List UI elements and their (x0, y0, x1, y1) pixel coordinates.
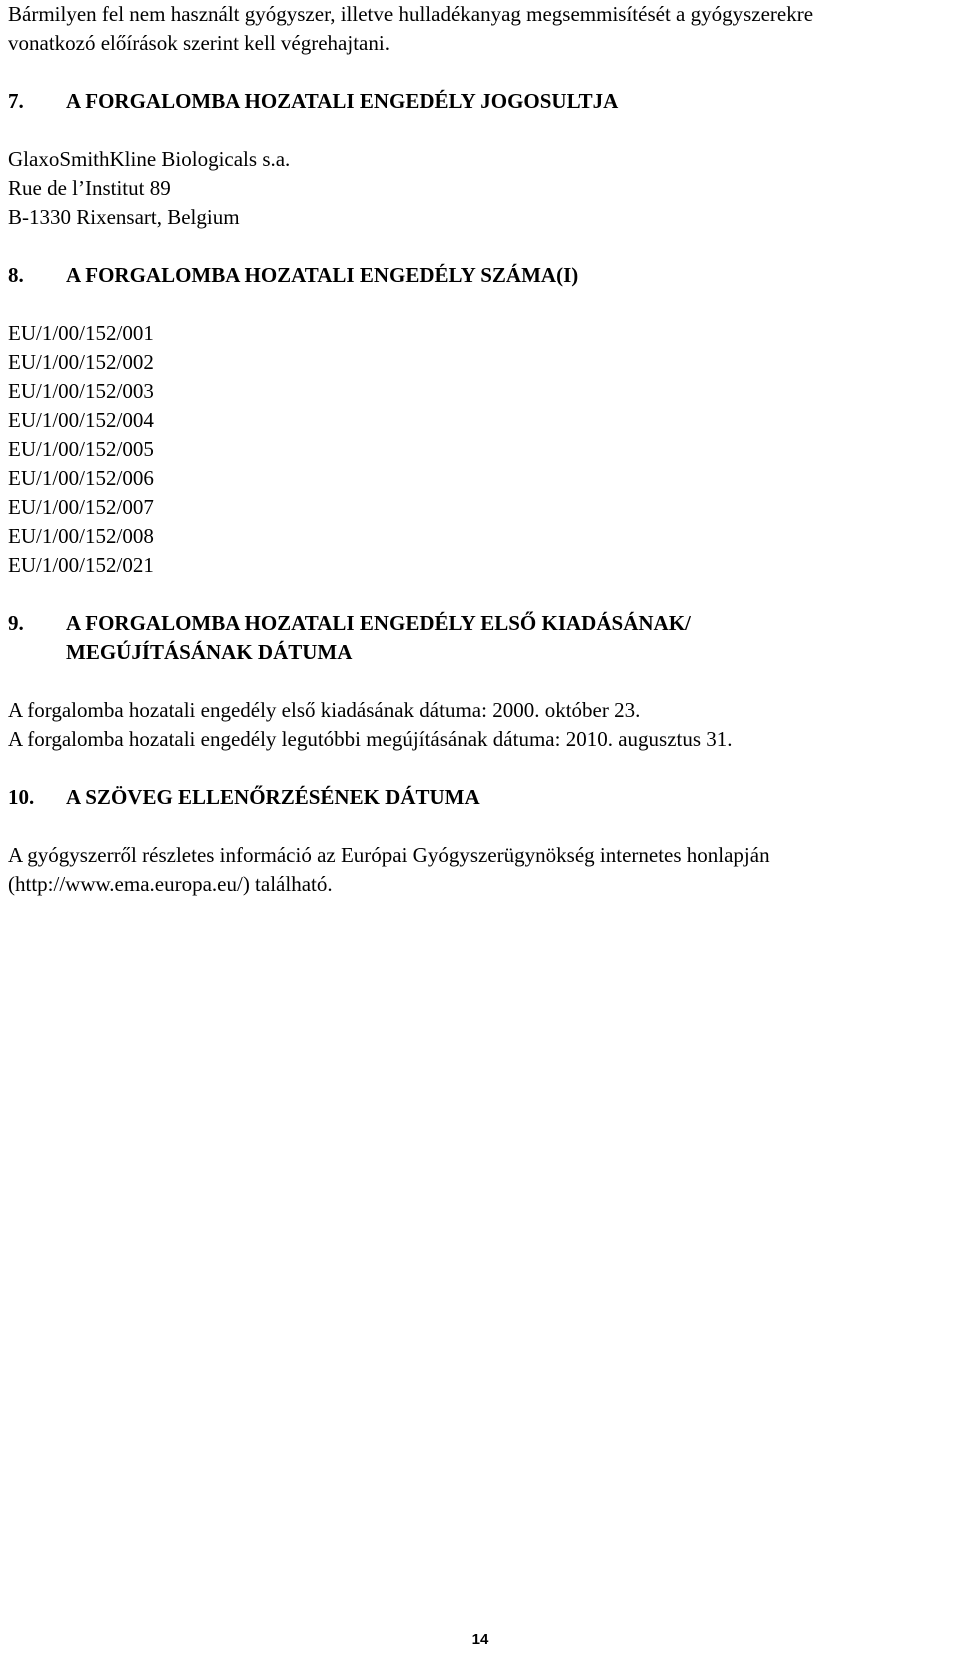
ema-info-line-2: (http://www.ema.europa.eu/) található. (8, 872, 333, 896)
authorisation-number: EU/1/00/152/002 (8, 350, 154, 374)
section-10-heading (8, 783, 943, 812)
ema-info-line-1: A gyógyszerről részletes információ az Európai Gyógyszerügynökség internetes honlapján (8, 843, 770, 867)
section-7-title: A FORGALOMBA HOZATALI ENGEDÉLY JOGOSULTJA (66, 89, 619, 113)
address-line: Rue de l’Institut 89 (8, 176, 171, 200)
holder-address (8, 145, 943, 232)
intro-line-2: vonatkozó előírások szerint kell végrehajtani. (8, 31, 390, 55)
spacer (8, 232, 943, 261)
intro-line-1: Bármilyen fel nem használt gyógyszer, illetve hulladékanyag megsemmisítését a gyógyszerekre (8, 2, 814, 26)
authorisation-number: EU/1/00/152/007 (8, 495, 154, 519)
section-8-heading (8, 261, 943, 290)
last-renewal-date: A forgalomba hozatali engedély legutóbbi megújításának dátuma: 2010. augusztus 31. (8, 727, 733, 751)
authorisation-number: EU/1/00/152/001 (8, 321, 154, 345)
authorisation-number: EU/1/00/152/004 (8, 408, 154, 432)
authorisation-number: EU/1/00/152/008 (8, 524, 154, 548)
section-7-heading (8, 87, 943, 116)
spacer (8, 58, 943, 87)
section-9-title (66, 609, 943, 667)
spacer (8, 754, 943, 783)
section-10-number: 10. (8, 785, 35, 809)
intro-paragraph (8, 0, 943, 58)
section-9-title-line-1: A FORGALOMBA HOZATALI ENGEDÉLY ELSŐ KIADÁSÁNAK/ (66, 611, 691, 635)
spacer (8, 812, 943, 841)
section-7-number: 7. (8, 89, 24, 113)
authorisation-number: EU/1/00/152/005 (8, 437, 154, 461)
spacer (8, 580, 943, 609)
page-number: 14 (471, 1631, 489, 1648)
spacer (8, 667, 943, 696)
section-9-number: 9. (8, 611, 24, 635)
section-9-heading (8, 609, 943, 667)
spacer (8, 290, 943, 319)
authorisation-number: EU/1/00/152/006 (8, 466, 154, 490)
authorisation-number: EU/1/00/152/003 (8, 379, 154, 403)
address-line: B-1330 Rixensart, Belgium (8, 205, 240, 229)
address-line: GlaxoSmithKline Biologicals s.a. (8, 147, 291, 171)
spacer (8, 116, 943, 145)
section-8-title: A FORGALOMBA HOZATALI ENGEDÉLY SZÁMA(I) (66, 263, 579, 287)
first-issue-date: A forgalomba hozatali engedély első kiadásának dátuma: 2000. október 23. (8, 698, 641, 722)
section-8-number: 8. (8, 263, 24, 287)
authorisation-number-list (8, 319, 943, 580)
document-page (8, 0, 943, 899)
section-9-title-line-2: MEGÚJÍTÁSÁNAK DÁTUMA (66, 640, 353, 664)
section-10-title: A SZÖVEG ELLENŐRZÉSÉNEK DÁTUMA (66, 785, 480, 809)
authorisation-number: EU/1/00/152/021 (8, 553, 154, 577)
